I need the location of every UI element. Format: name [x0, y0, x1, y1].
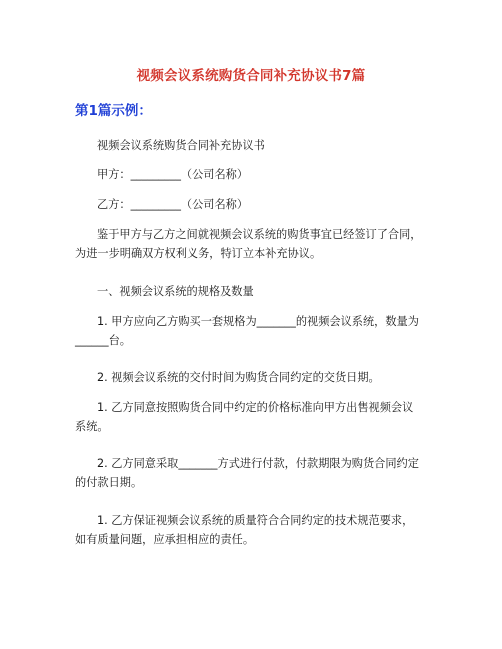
paragraph-line: 为进一步明确双方权利义务，特订立本补充协议。: [75, 247, 322, 260]
paragraph-line: 甲方：_________（公司名称）: [97, 168, 249, 181]
paragraph-line: 鉴于甲方与乙方之间就视频会议系统的购货事宜已经签订了合同，: [97, 228, 422, 241]
paragraph-line: 系统。: [75, 420, 109, 433]
paragraph-party-a: [75, 165, 437, 184]
paragraph-preamble: [75, 225, 437, 263]
paragraph-clause: [75, 368, 437, 387]
paragraph-line: 1. 甲方应向乙方购买一套规格为_______的视频会议系统，数量为: [97, 315, 419, 328]
paragraph-section-one: [75, 282, 437, 301]
paragraph-party-b: [75, 195, 437, 214]
paragraph-line: 1. 乙方同意按照购货合同中约定的价格标准向甲方出售视频会议: [97, 401, 414, 414]
paragraph-line: 如有质量问题，应承担相应的责任。: [75, 533, 255, 546]
paragraph-clause: [75, 454, 437, 492]
paragraph-clause: [75, 511, 437, 549]
paragraph-line: 视频会议系统购货合同补充协议书: [97, 139, 265, 152]
paragraph-line: 一、视频会议系统的规格及数量: [97, 285, 254, 298]
paragraph-line: 的付款日期。: [75, 476, 143, 489]
paragraph-line: 1. 乙方保证视频会议系统的质量符合合同约定的技术规范要求，: [97, 514, 414, 527]
document-title: 视频会议系统购货合同补充协议书7篇: [136, 68, 366, 84]
paragraph-clause: [75, 398, 437, 436]
paragraph-agreement-name: [75, 136, 437, 155]
paragraph-clause: [75, 312, 437, 350]
paragraph-line: 乙方：_________（公司名称）: [97, 198, 249, 211]
paragraph-line: 2. 乙方同意采取_______方式进行付款，付款期限为购货合同约定: [97, 457, 419, 470]
paragraph-line: 2. 视频会议系统的交付时间为购货合同约定的交货日期。: [97, 371, 380, 384]
paragraph-line: ______台。: [75, 334, 131, 347]
section-heading: 第1篇示例：: [75, 103, 152, 119]
